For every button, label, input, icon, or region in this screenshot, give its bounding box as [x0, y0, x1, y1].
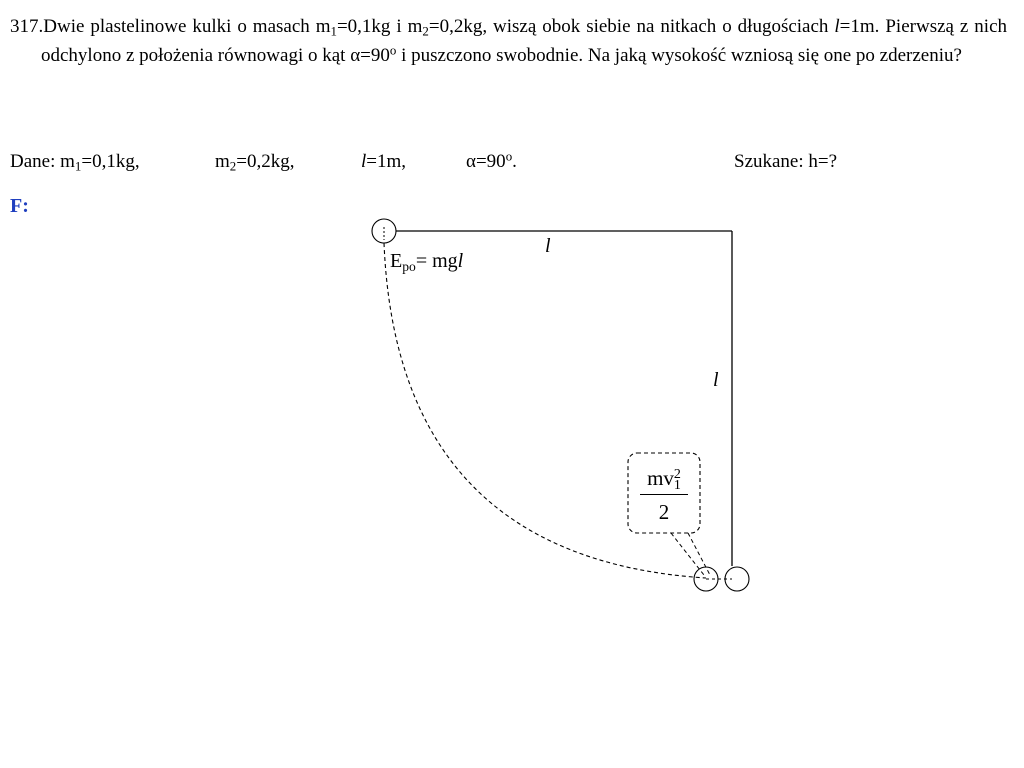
given-length: l=1m, — [361, 151, 407, 172]
ball-2 — [725, 567, 749, 591]
kinetic-energy-fraction — [634, 462, 694, 529]
problem-statement: 317.Dwie plastelinowe kulki o masach $m_1=0,1kg$ i $m_2=0,2kg$, wiszą obok siebie na nitkach o długościach l=1m. Pierwszą z nich odchylono z położenia równowagi o kąt $\alpha=90^o$ i puszczono swobodnie. Na jaką wysokość wzniosą się one po zderzeniu? — [10, 16, 1008, 66]
problem-number: 317. — [10, 16, 44, 37]
section-label: F: — [10, 195, 29, 217]
top-length-label: l — [545, 235, 551, 257]
sought-quantity: Szukane: h=? — [734, 151, 838, 172]
potential-energy-label: $E_{po}=$ mgl — [390, 250, 464, 274]
fraction-numerator: mv 2 1 — [647, 466, 681, 493]
given-angle: $\alpha=90^o$. — [466, 148, 517, 172]
side-length-label: l — [713, 369, 719, 391]
fraction-denominator: 2 — [658, 500, 670, 524]
given-m1: Dane: $m_1=0,1kg$, — [10, 151, 140, 174]
given-m2: $m_2=0,2kg$, — [215, 151, 295, 174]
